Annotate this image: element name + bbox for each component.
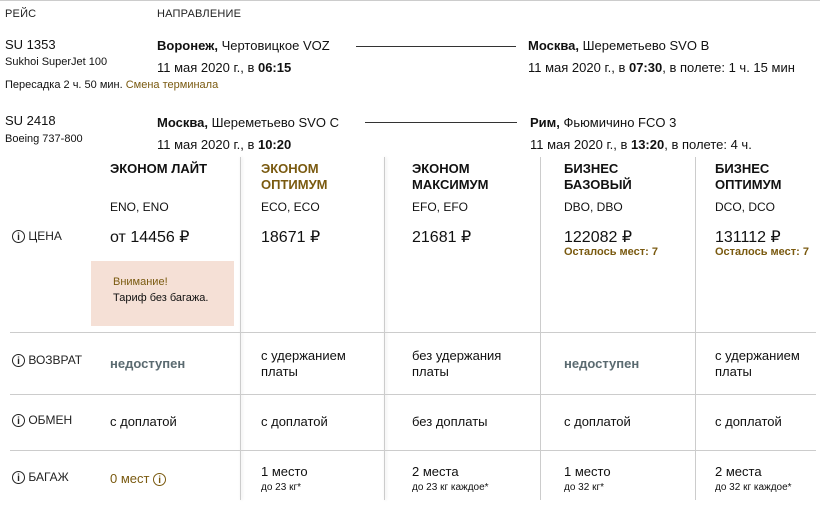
segment1-departure: Воронеж, Чертовицкое VOZ xyxy=(157,38,330,53)
row-divider xyxy=(10,394,816,395)
seats-left: Осталось мест: 7 xyxy=(564,246,658,258)
segment2-departure: Москва, Шереметьево SVO C xyxy=(157,115,339,130)
segment1-route-line xyxy=(356,46,516,47)
tariff-name-econom-maximum[interactable]: ЭКОНОМ МАКСИМУМ xyxy=(412,161,489,192)
column-divider xyxy=(384,157,385,500)
exchange-value: с доплатой xyxy=(110,414,177,429)
exchange-value: с доплатой xyxy=(564,414,631,429)
refund-value: недоступен xyxy=(564,356,640,371)
baggage-value: 2 места xyxy=(412,464,459,479)
info-icon[interactable]: i xyxy=(12,471,25,484)
segment1-arrival: Москва, Шереметьево SVO B xyxy=(528,38,710,53)
tariff-code: EFO, EFO xyxy=(412,200,469,214)
tariff-name-business-optimum[interactable]: БИЗНЕС ОПТИМУМ xyxy=(715,161,782,192)
row-label-exchange: i ОБМЕН xyxy=(12,413,72,427)
baggage-value: 0 мест i xyxy=(110,471,166,487)
segment2-departure-time: 11 мая 2020 г., в 10:20 xyxy=(157,137,292,152)
segment1-aircraft: Sukhoi SuperJet 100 xyxy=(5,56,108,68)
row-divider xyxy=(10,450,816,451)
row-divider xyxy=(10,332,816,333)
tariff-name-econom-optimum[interactable]: ЭКОНОМ ОПТИМУМ xyxy=(261,161,328,192)
row-label-price: i ЦЕНА xyxy=(12,229,62,243)
segment2-arrival-time: 11 мая 2020 г., в 13:20, в полете: 4 ч. xyxy=(530,137,752,152)
baggage-value: 2 места xyxy=(715,464,762,479)
refund-value: недоступен xyxy=(110,356,186,371)
no-baggage-warning xyxy=(91,261,234,326)
segment1-departure-time: 11 мая 2020 г., в 06:15 xyxy=(157,60,292,75)
tariff-price[interactable]: 18671 ₽ xyxy=(261,229,321,246)
baggage-note: до 32 кг каждое* xyxy=(715,482,792,493)
tariff-price[interactable]: 122082 ₽ xyxy=(564,229,633,246)
tariff-price[interactable]: 131112 ₽ xyxy=(715,229,781,246)
exchange-value: с доплатой xyxy=(261,414,328,429)
info-icon[interactable]: i xyxy=(12,414,25,427)
segment1-arrival-time: 11 мая 2020 г., в 07:30, в полете: 1 ч. 15 мин xyxy=(528,60,795,75)
tariff-name-econom-lite[interactable]: ЭКОНОМ ЛАЙТ xyxy=(110,161,208,176)
refund-value: без удержания платы xyxy=(412,348,502,379)
warning-title: Внимание! xyxy=(113,276,168,288)
tariff-price[interactable]: 21681 ₽ xyxy=(412,229,472,246)
baggage-note: до 32 кг* xyxy=(564,482,604,493)
segment2-route-line xyxy=(365,122,517,123)
info-icon[interactable]: i xyxy=(12,354,25,367)
tariff-code: ENO, ENO xyxy=(110,200,169,214)
baggage-value: 1 место xyxy=(261,464,308,479)
info-icon[interactable]: i xyxy=(153,473,166,486)
tariff-code: ECO, ECO xyxy=(261,200,320,214)
tariff-code: DBO, DBO xyxy=(564,200,623,214)
segment2-aircraft: Boeing 737-800 xyxy=(5,133,83,145)
refund-value: с удержанием платы xyxy=(261,348,346,379)
baggage-note: до 23 кг каждое* xyxy=(412,482,489,493)
top-border xyxy=(0,0,820,1)
baggage-value: 1 место xyxy=(564,464,611,479)
segment1-flight-number: SU 1353 xyxy=(5,37,56,52)
column-divider xyxy=(540,157,541,500)
transfer-duration: Пересадка 2 ч. 50 мин. xyxy=(5,79,123,91)
transfer-info xyxy=(5,79,218,91)
seats-left: Осталось мест: 7 xyxy=(715,246,809,258)
direction-column-header: НАПРАВЛЕНИЕ xyxy=(157,8,242,20)
tariff-code: DCO, DCO xyxy=(715,200,775,214)
exchange-value: без доплаты xyxy=(412,414,488,429)
tariff-name-business-basic[interactable]: БИЗНЕС БАЗОВЫЙ xyxy=(564,161,632,192)
column-divider xyxy=(695,157,696,500)
column-divider xyxy=(240,157,241,500)
row-label-baggage: i БАГАЖ xyxy=(12,470,69,484)
tariff-price[interactable]: от 14456 ₽ xyxy=(110,229,190,246)
refund-value: с удержанием платы xyxy=(715,348,800,379)
warning-text: Тариф без багажа. xyxy=(113,292,209,304)
segment2-flight-number: SU 2418 xyxy=(5,113,56,128)
exchange-value: с доплатой xyxy=(715,414,782,429)
info-icon[interactable]: i xyxy=(12,230,25,243)
baggage-note: до 23 кг* xyxy=(261,482,301,493)
segment2-arrival: Рим, Фьюмичино FCO 3 xyxy=(530,115,677,130)
terminal-change-note: Смена терминала xyxy=(125,79,219,91)
row-label-refund: i ВОЗВРАТ xyxy=(12,353,82,367)
flight-column-header: РЕЙС xyxy=(5,8,37,20)
